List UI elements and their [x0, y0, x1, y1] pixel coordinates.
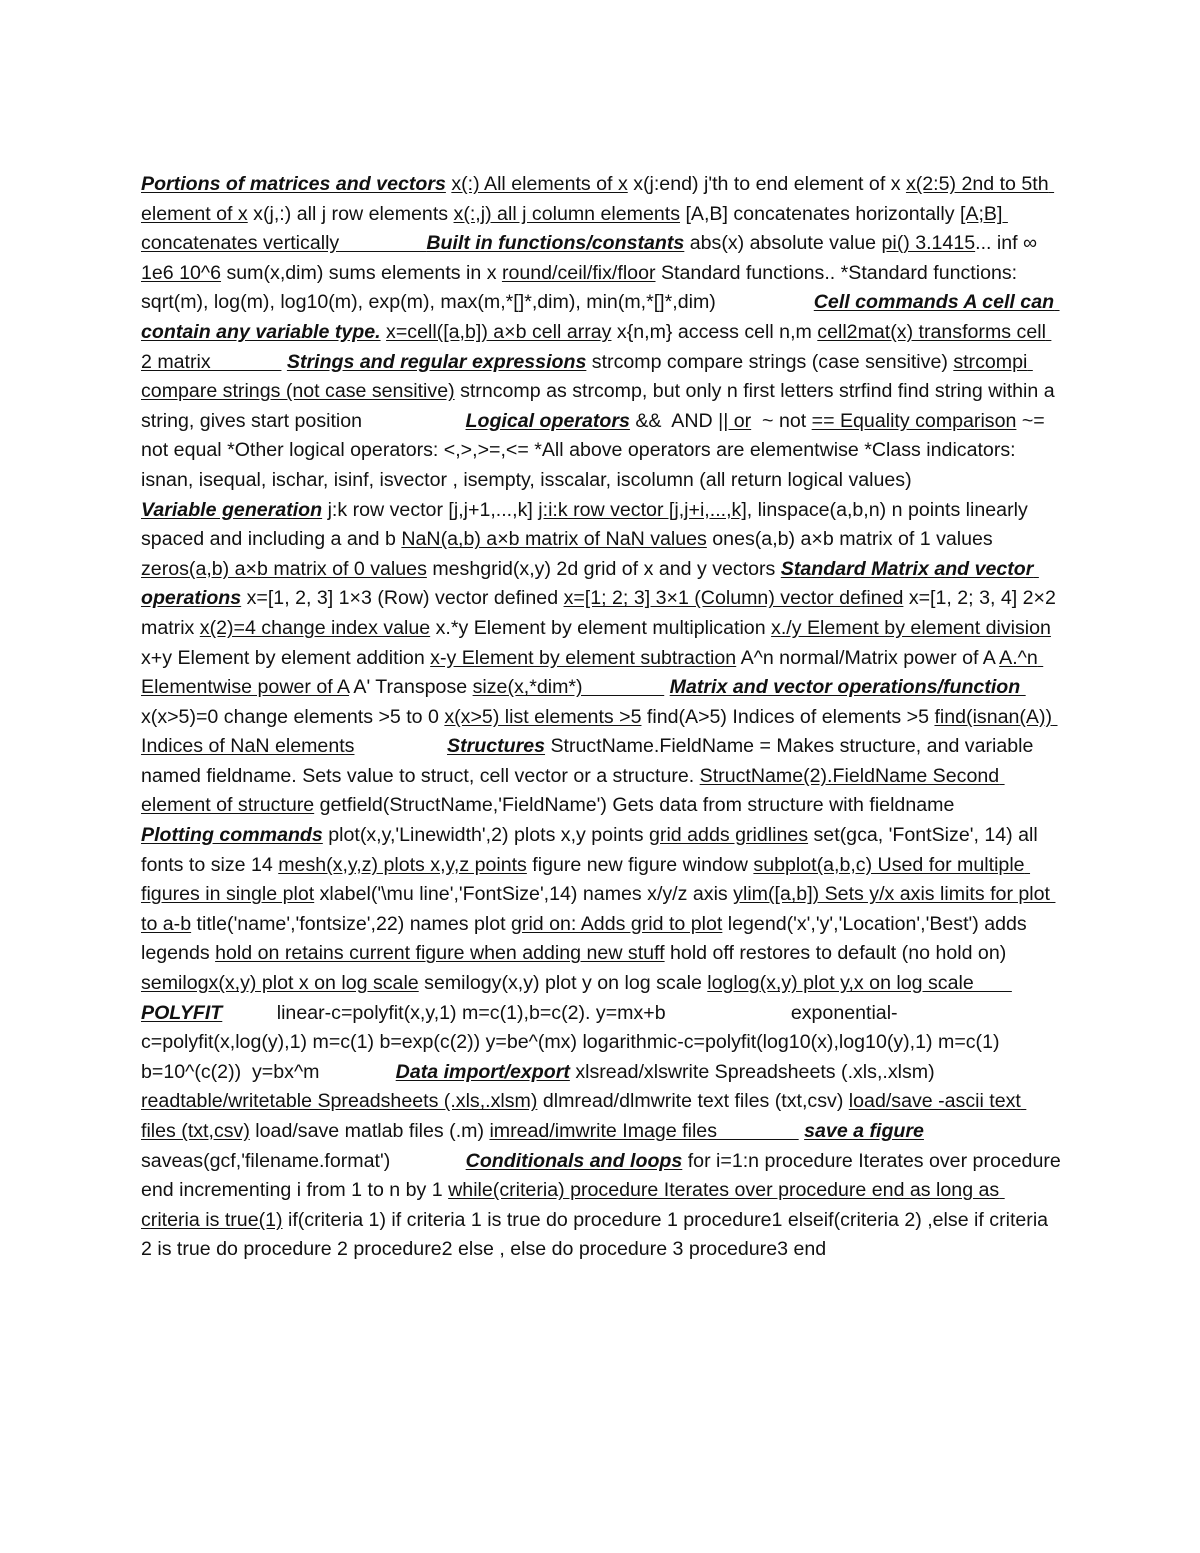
- body-text: && AND: [629, 409, 719, 432]
- body-text: x{n,m} access cell n,m: [611, 320, 818, 343]
- body-text: xlabel('\mu line','FontSize',14) names x/y/z axis: [314, 883, 734, 906]
- section-heading: save a figure: [804, 1120, 924, 1142]
- underlined-entry: mesh(x,y,z) plots x,y,z points: [278, 853, 527, 876]
- body-text: getfield(StructName,'FieldName') Gets data from structure with fieldname: [314, 794, 1042, 817]
- underlined-entry: 1e6 10^6: [141, 261, 222, 284]
- body-text: x+y Element by element addition: [141, 616, 1057, 669]
- underlined-entry: size(x,*dim*): [472, 676, 665, 699]
- body-text: ones(a,b) a×b matrix of 1 values: [706, 528, 999, 551]
- body-text: StructName.FieldName = Makes structure, and variable named fieldname. Sets value to struct, cell vector or a structure.: [141, 735, 1039, 787]
- underlined-entry: x(:) All elements of x: [451, 173, 628, 195]
- underlined-entry: [A;B] concatenates vertically: [141, 202, 1008, 255]
- body-text: j:k row vector [j,j+1,...,k]: [322, 498, 539, 521]
- underlined-entry: x(2:5) 2nd to 5th element of x: [141, 173, 1055, 225]
- underlined-entry: || or: [718, 409, 752, 432]
- body-text: for i=1:n procedure Iterates over procedure end incrementing i from 1 to n by 1: [141, 1149, 1067, 1202]
- section-heading: Plotting commands: [141, 824, 323, 847]
- body-text: ... inf ∞: [975, 232, 1043, 255]
- body-text: set(gca, 'FontSize', 14) all fonts to size 14: [141, 824, 1044, 876]
- underlined-entry: x-y Element by element subtraction: [430, 646, 737, 669]
- underlined-entry: strcompi compare strings (not case sensitive): [141, 350, 1033, 403]
- body-text: dlmread/dlmwrite text files (txt,csv): [537, 1090, 849, 1113]
- underlined-entry: imread/imwrite Image files: [489, 1120, 799, 1142]
- body-text: abs(x) absolute value: [684, 232, 882, 255]
- body-text: legend('x','y','Location','Best') adds legends: [141, 912, 1033, 965]
- underlined-entry: x(x>5) list elements >5: [444, 705, 642, 728]
- underlined-entry: x(:,j) all j column elements: [453, 202, 681, 225]
- cheat-sheet-text: [141, 170, 1102, 1265]
- section-heading: Portions of matrices and vectors: [141, 173, 446, 195]
- underlined-entry: cell2mat(x) transforms cell 2 matrix: [141, 320, 1052, 373]
- body-text: strncomp as strcomp, but only n first letters strfind find string within a string, gives start position: [141, 380, 1061, 432]
- body-text: if(criteria 1) if criteria 1 is true do procedure 1 procedure1 elseif(criteria 2) ,else if criteria 2 is true do procedure 2 procedure2 else , else do procedure 3 procedure3 end: [141, 1208, 1054, 1261]
- section-heading: Matrix and vector operations/function: [669, 676, 1026, 699]
- body-text: [354, 735, 447, 757]
- underlined-entry: semilogx(x,y) plot x on log scale: [141, 972, 419, 995]
- body-text: x(x>5)=0 change elements >5 to 0: [141, 676, 1102, 728]
- section-heading: Strings and regular expressions: [286, 350, 587, 373]
- body-text: meshgrid(x,y) 2d grid of x and y vectors: [426, 557, 781, 580]
- underlined-entry: j:i:k row vector [j,j+i,...,k]: [538, 498, 747, 521]
- underlined-entry: load/save -ascii text files (txt,csv): [141, 1090, 1027, 1142]
- body-text: , linspace(a,b,n) n points linearly spaced and including a and b: [141, 498, 1034, 551]
- body-text: strcomp compare strings (case sensitive): [586, 350, 954, 373]
- body-text: [1012, 972, 1017, 994]
- underlined-entry: pi() 3.1415: [881, 232, 976, 255]
- section-heading: Cell commands A cell can contain any variable type.: [141, 291, 1060, 343]
- underlined-entry: x(2)=4 change index value: [199, 616, 431, 639]
- body-text: saveas(gcf,'filename.format'): [141, 1120, 930, 1172]
- body-text: [A,B] concatenates horizontally: [680, 202, 960, 225]
- body-text: semilogy(x,y) plot y on log scale: [418, 972, 708, 995]
- body-text: figure new figure window: [526, 853, 754, 876]
- body-text: A' Transpose: [349, 676, 473, 699]
- underlined-entry: StructName(2).FieldName Second element of structure: [141, 764, 1005, 817]
- body-text: hold off restores to default (no hold on): [664, 942, 1012, 965]
- section-heading: Conditionals and loops: [465, 1149, 683, 1172]
- body-text: x=[1, 2; 3, 4] 2×2 matrix: [141, 587, 1062, 639]
- section-heading: Variable generation: [141, 498, 323, 521]
- underlined-entry: hold on retains current figure when adding new stuff: [215, 942, 665, 965]
- body-text: x(j,:) all j row elements: [247, 202, 454, 225]
- section-heading: POLYFIT: [141, 1001, 223, 1024]
- underlined-entry: x=cell([a,b]) a×b cell array: [386, 320, 612, 343]
- underlined-entry: loglog(x,y) plot y,x on log scale: [707, 972, 1012, 995]
- body-text: plot(x,y,'Linewidth',2) plots x,y points: [322, 824, 650, 847]
- body-text: load/save matlab files (.m): [249, 1120, 490, 1142]
- underlined-entry: subplot(a,b,c) Used for multiple figures in single plot: [141, 853, 1031, 906]
- body-text: Standard functions.. *Standard functions: sqrt(m), log(m), log10(m), exp(m), max(m,*[]*,dim), min(m,*[]*,dim): [141, 261, 1023, 314]
- body-text: linear-c=polyfit(x,y,1) m=c(1),b=c(2). y=mx+b exponential-c=polyfit(x,log(y),1) m=c(1) b=exp(c(2)) y=be^(mx) logarithmic-c=polyfit(log10(x),log10(y),1) m=c(1) b=10^(c(2)) y=bx^m: [141, 1001, 1005, 1083]
- body-text: x=[1, 2, 3] 1×3 (Row) vector defined: [241, 587, 564, 610]
- body-text: title('name','fontsize',22) names plot: [191, 912, 512, 935]
- body-text: A^n normal/Matrix power of A: [736, 646, 1000, 669]
- underlined-entry: grid on: Adds grid to plot: [511, 912, 723, 935]
- section-heading: Built in functions/constants: [426, 232, 685, 255]
- body-text: find(A>5) Indices of elements >5: [641, 705, 935, 728]
- section-heading: Logical operators: [465, 409, 630, 432]
- section-heading: Standard Matrix and vector operations: [141, 557, 1039, 610]
- body-text: xlsread/xlswrite Spreadsheets (.xls,.xlsm): [569, 1060, 941, 1083]
- underlined-entry: x./y Element by element division: [771, 616, 1051, 639]
- section-heading: Data import/export: [395, 1060, 570, 1083]
- body-text: sum(x,dim) sums elements in x: [221, 261, 502, 284]
- underlined-entry: A.^n Elementwise power of A: [141, 646, 1044, 699]
- body-text: x.*y Element by element multiplication: [430, 616, 772, 639]
- underlined-entry: grid adds gridlines: [649, 824, 809, 847]
- underlined-entry: round/ceil/fix/floor: [501, 261, 656, 284]
- underlined-entry: NaN(a,b) a×b matrix of NaN values: [401, 528, 707, 551]
- underlined-entry: == Equality comparison: [811, 409, 1017, 432]
- body-text: x(j:end) j'th to end element of x: [627, 173, 906, 195]
- body-text: ~= not equal *Other logical operators: <,>,>=,<= *All above operators are elementwise *Class indicators: isnan, isequal, ischar, isinf, isvector , isempty, isscalar, iscolumn (all return logical values): [141, 409, 1051, 491]
- section-heading: Structures: [447, 735, 546, 758]
- underlined-entry: ylim([a,b]) Sets y/x axis limits for plot to a-b: [141, 883, 1056, 935]
- underlined-entry: while(criteria) procedure Iterates over procedure end as long as criteria is true(1): [141, 1179, 1005, 1231]
- underlined-entry: readtable/writetable Spreadsheets (.xls,.xlsm): [141, 1090, 538, 1113]
- underlined-entry: x=[1; 2; 3] 3×1 (Column) vector defined: [563, 587, 904, 610]
- underlined-entry: find(isnan(A)) Indices of NaN elements: [141, 705, 1058, 758]
- body-text: ~ not: [751, 409, 812, 432]
- underlined-entry: zeros(a,b) a×b matrix of 0 values: [141, 557, 427, 580]
